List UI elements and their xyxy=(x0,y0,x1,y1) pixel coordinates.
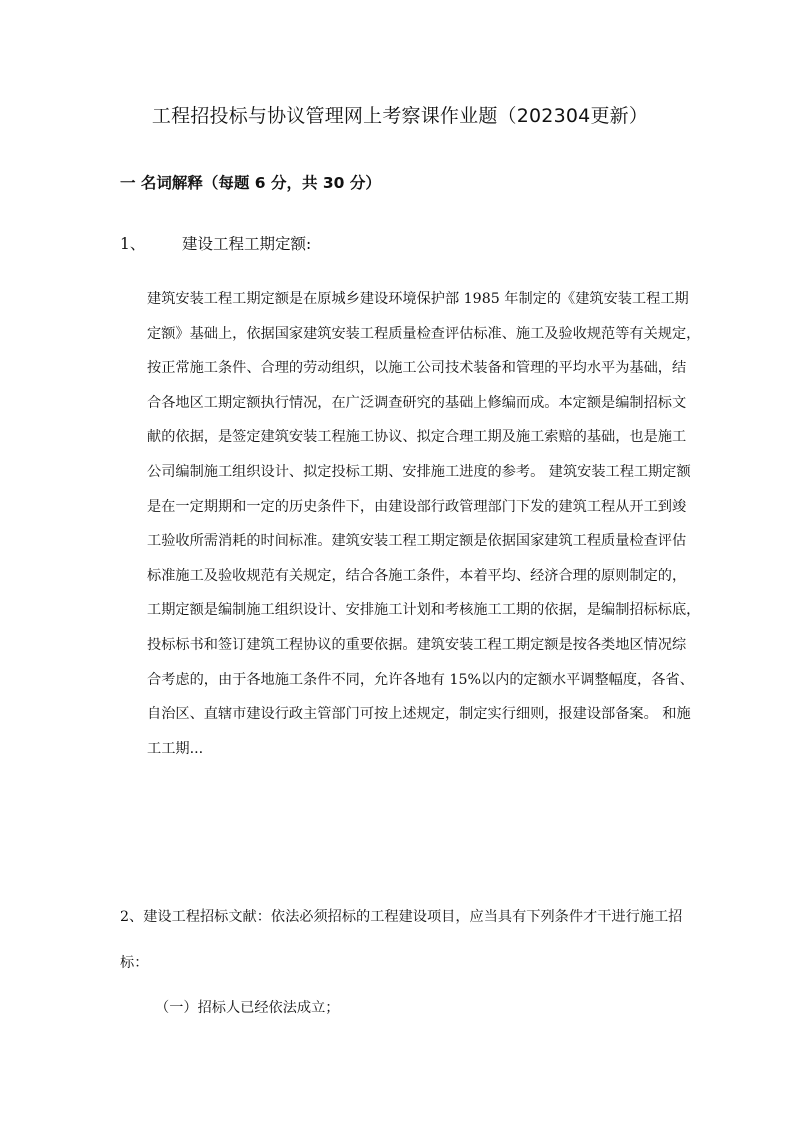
paragraph-line: 工工期... xyxy=(147,740,204,757)
paragraph-line: 合考虑的，由于各地施工条件不同，允许各地有 15%以内的定额水平调整幅度，各省、 xyxy=(147,671,694,688)
paragraph-line: 合各地区工期定额执行情况，在广泛调查研究的基础上修编而成。本定额是编制招标文 xyxy=(147,394,687,411)
paragraph-line: 是在一定期期和一定的历史条件下，由建设部行政管理部门下发的建筑工程从开工到竣 xyxy=(147,498,687,515)
paragraph-line: 工期定额是编制施工组织设计、安排施工计划和考核施工工期的依据，是编制招标标底， xyxy=(147,602,701,619)
question-2-line: 标： xyxy=(120,955,149,971)
question-1-number: 1、 xyxy=(120,235,146,253)
section-heading: 一 名词解释（每题 6 分，共 30 分） xyxy=(120,174,381,192)
paragraph-line: 公司编制施工组织设计、拟定投标工期、安排施工进度的参考。 建筑安装工程工期定额 xyxy=(147,463,691,480)
question-2-sub-item: （一）招标人已经依法成立； xyxy=(155,1000,340,1016)
question-1-term: 建设工程工期定额: xyxy=(182,235,312,253)
paragraph-line: 工验收所需消耗的时间标准。建筑安装工程工期定额是依据国家建筑工程质量检查评估 xyxy=(147,533,687,550)
paragraph-line: 献的依据，是签定建筑安装工程施工协议、拟定合理工期及施工索赔的基础，也是施工 xyxy=(147,429,687,446)
paragraph-line: 自治区、直辖市建设行政主管部门可按上述规定，制定实行细则，报建设部备案。 和施 xyxy=(147,706,691,723)
paragraph-line: 建筑安装工程工期定额是在原城乡建设环境保护部 1985 年制定的《建筑安装工程工期 xyxy=(147,291,689,307)
paragraph-line: 按正常施工条件、合理的劳动组织，以施工公司技术装备和管理的平均水平为基础，结 xyxy=(147,360,687,377)
paragraph-line: 定额》基础上，依据国家建筑安装工程质量检查评估标准、施工及验收规范等有关规定， xyxy=(147,325,701,342)
paragraph-line: 标准施工及验收规范有关规定，结合各施工条件，本着平均、经济合理的原则制定的， xyxy=(147,567,687,584)
paragraph-line: 投标标书和签订建筑工程协议的重要依据。建筑安装工程工期定额是按各类地区情况综 xyxy=(147,636,687,653)
question-2-line: 2、建设工程招标文献：依法必须招标的工程建设项目，应当具有下列条件才干进行施工招 xyxy=(120,909,683,925)
question-1-answer xyxy=(147,288,707,772)
question-2 xyxy=(120,906,682,998)
document-title: 工程招投标与协议管理网上考察课作业题（202304更新） xyxy=(151,105,649,127)
question-1-heading xyxy=(120,233,311,255)
